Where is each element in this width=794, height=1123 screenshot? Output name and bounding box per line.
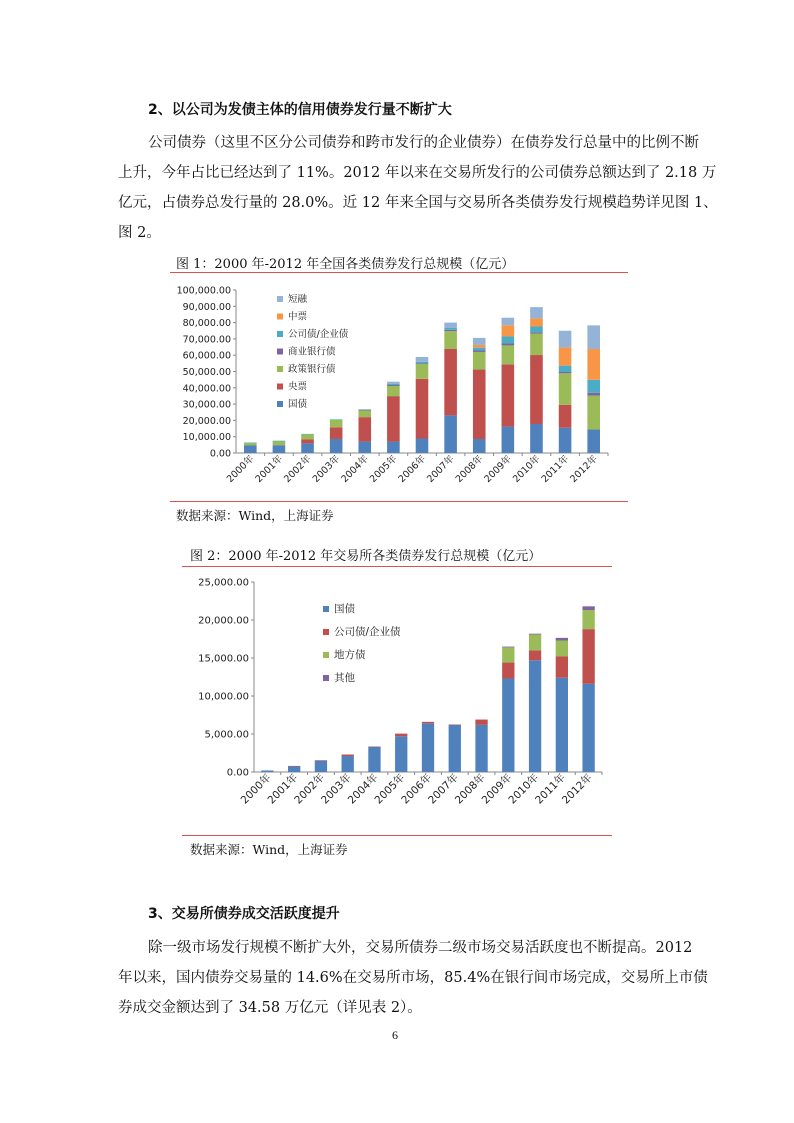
bar-segment [587,393,600,396]
bar-segment [530,334,543,356]
bar-segment [530,327,543,333]
bar-segment [502,336,515,343]
legend-label: 政策银行债 [288,364,336,375]
bar-segment [449,725,461,726]
bar-segment [449,725,461,772]
bar-segment [587,380,600,393]
bar-segment [288,766,300,767]
x-tick-label: 2004年 [345,771,381,807]
x-tick-label: 2008年 [452,771,488,807]
bar-segment [416,363,429,364]
bar-segment [368,747,380,772]
bar-segment [444,323,457,328]
x-tick-label: 2012年 [568,453,600,485]
source-rule [182,835,612,836]
section-heading: 2、以公司为发债主体的信用债券发行量不断扩大 [148,102,452,118]
paragraph-line: 上升，今年占比已经达到了 11%。2012 年以来在交易所发行的公司债券总额达到了 2.18 万 [118,165,717,181]
bar-segment [301,439,314,443]
bar-segment [582,610,594,629]
bar-segment [582,606,594,610]
bar-segment [559,331,572,348]
figure-caption: 图 1：2000 年-2012 年全国各类债券发行总规模（亿元） [176,257,515,272]
bar-segment [387,396,400,441]
legend-label: 地方债 [334,649,366,661]
paragraph-line: 券成交金额达到了 34.58 万亿元（详见表 2）。 [118,1000,422,1016]
bar-segment [273,445,286,453]
bar-segment [502,364,515,426]
source-rule [170,501,628,502]
bar-segment [556,641,568,657]
figure-source: 数据来源：Wind，上海证券 [190,842,348,857]
bar-segment [315,761,327,772]
paragraph-line: 年以来，国内债券交易量的 14.6%在交易所市场，85.4%在银行间市场完成，交易所上市债 [118,970,708,986]
x-tick-label: 2009年 [479,771,515,807]
x-tick-label: 2010年 [510,453,543,485]
y-tick-label: 40,000.00 [182,383,231,395]
bar-segment [530,355,543,424]
bar-segment [502,647,514,662]
bar-segment [273,441,286,442]
bar-segment [261,770,273,772]
bar-segment [475,720,487,725]
bar-segment [529,634,541,635]
x-tick-label: 2006年 [396,453,429,485]
bar-segment [358,409,371,410]
y-tick-label: 80,000.00 [182,318,231,330]
bar-segment [587,349,600,380]
bar-segment [502,427,515,453]
bar-segment [387,382,400,384]
bar-segment [330,439,343,453]
bar-segment [358,410,371,411]
bar-segment [330,420,343,427]
bar-segment [444,328,457,330]
paragraph [118,158,718,248]
bar-segment [358,442,371,453]
x-tick-label: 2000年 [238,771,274,807]
paragraph-line: 公司债券（这里不区分公司债券和跨市发行的企业债券）在债券发行总量中的比例不断 [148,135,699,151]
bar-segment [473,352,486,370]
paragraph [118,963,708,1023]
x-tick-label: 2000年 [224,453,257,485]
bar-segment [473,345,486,348]
y-tick-label: 70,000.00 [182,334,231,346]
bar-segment [582,629,594,684]
bar-segment [422,723,434,772]
legend-swatch [323,629,329,635]
bar-segment [244,443,257,444]
chart-2 [182,570,612,832]
y-tick-label: 50,000.00 [182,367,231,378]
bar-segment [587,396,600,430]
legend-swatch [277,349,283,355]
y-tick-label: 20,000.00 [182,415,231,427]
x-tick-label: 2001年 [253,453,286,485]
bar-segment [473,348,486,351]
legend-swatch [277,331,283,337]
bar-segment [530,318,543,326]
bar-segment [330,427,343,439]
x-tick-label: 2004年 [339,453,371,485]
bar-segment [530,332,543,333]
bar-segment [416,362,429,364]
bar-segment [559,373,572,404]
bar-segment [502,343,515,345]
y-tick-label: 0.00 [209,448,231,460]
bar-segment [416,364,429,379]
x-tick-label: 2005年 [372,771,408,807]
y-tick-label: 15,000.00 [198,653,249,665]
legend-swatch [277,401,283,407]
x-tick-label: 2010年 [506,771,542,807]
legend-label: 国债 [334,603,355,615]
legend-label: 中票 [288,311,308,323]
caption-rule [170,272,628,273]
bar-segment [342,755,354,757]
bar-segment [587,430,600,453]
legend-label: 商业银行债 [288,346,336,358]
bar-segment [444,330,457,331]
y-tick-label: 60,000.00 [182,350,231,362]
y-tick-label: 90,000.00 [182,301,231,313]
x-tick-label: 2008年 [453,453,486,485]
bar-segment [301,434,314,439]
bar-segment [502,345,515,364]
bar-segment [330,419,343,420]
x-tick-label: 2003年 [310,453,343,485]
legend-label: 央票 [288,381,308,393]
y-tick-label: 20,000.00 [198,615,249,627]
bar-segment [587,325,600,349]
paragraph-line: 除一级市场发行规模不断扩大外，交易所债券二级市场交易活跃度也不断提高。2012 [148,940,693,956]
bar-segment [342,756,354,772]
bar-segment [556,678,568,772]
bar-segment [358,410,371,417]
bar-segment [473,370,486,439]
bar-segment [529,634,541,650]
legend-swatch [277,314,283,320]
bar-segment [559,366,572,372]
paragraph [148,128,699,158]
bar-segment [444,349,457,415]
bar-segment [387,384,400,385]
x-tick-label: 2007年 [425,453,457,485]
x-tick-label: 2007年 [426,771,461,807]
bar-segment [387,385,400,386]
bar-segment [387,386,400,396]
bar-segment [529,660,541,772]
legend-swatch [277,366,283,372]
x-tick-label: 2011年 [539,453,572,485]
y-tick-label: 5,000.00 [204,729,249,741]
y-tick-label: 0.00 [226,767,249,779]
x-tick-label: 2012年 [559,771,595,807]
page-number: 6 [392,1028,398,1042]
bar-segment [529,650,541,660]
x-tick-label: 2002年 [292,771,328,807]
bar-segment [395,734,407,737]
legend-label: 公司债/企业债 [288,329,349,340]
bar-segment [416,379,429,439]
y-tick-label: 100,000.00 [176,285,231,297]
bar-segment [502,679,514,772]
y-tick-label: 30,000.00 [182,399,231,411]
y-tick-label: 10,000.00 [182,432,231,444]
caption-rule [182,566,612,567]
y-tick-label: 25,000.00 [198,577,249,589]
x-tick-label: 2003年 [318,771,354,807]
bar-segment [559,405,572,428]
bar-segment [301,434,314,435]
legend-label: 其他 [334,672,355,684]
figure-source: 数据来源：Wind，上海证券 [176,508,334,523]
bar-segment [368,747,380,748]
bar-segment [473,350,486,351]
bar-segment [422,722,434,724]
bar-segment [444,331,457,349]
bar-segment [502,647,514,648]
legend-label: 公司债/企业债 [334,626,401,638]
bar-segment [244,446,257,453]
legend-swatch [277,384,283,390]
bar-segment [358,417,371,441]
bar-segment [416,438,429,453]
bar-segment [582,684,594,772]
chart-1 [170,276,628,498]
paragraph-line: 亿元，占债券总发行量的 28.0%。近 12 年来全国与交易所各类债券发行规模趋势详见图 1、 [118,195,718,211]
bar-segment [559,428,572,453]
bar-segment [502,663,514,679]
x-tick-label: 2001年 [265,771,301,807]
x-tick-label: 2006年 [399,771,435,807]
x-tick-label: 2002年 [282,453,314,485]
bar-segment [301,443,314,453]
legend-swatch [323,652,329,658]
section-heading: 3、交易所债券成交活跃度提升 [148,906,340,922]
bar-segment [502,318,515,325]
bar-segment [387,442,400,453]
paragraph [148,933,692,963]
bar-segment [559,372,572,373]
bar-segment [288,766,300,772]
bar-segment [416,357,429,362]
legend-label: 短融 [288,294,308,305]
bar-segment [556,638,568,641]
bar-segment [315,760,327,761]
bar-segment [473,338,486,345]
bar-segment [556,656,568,677]
bar-segment [559,347,572,365]
legend-swatch [323,675,329,681]
y-tick-label: 10,000.00 [198,691,249,703]
figure-caption: 图 2：2000 年-2012 年交易所各类债券发行总规模（亿元） [190,549,542,564]
bar-segment [273,441,286,445]
bar-segment [473,439,486,453]
bar-segment [530,424,543,453]
legend-label: 国债 [288,399,308,410]
bar-segment [244,443,257,446]
bar-segment [502,325,515,336]
legend-swatch [323,606,329,612]
bar-segment [530,307,543,318]
x-tick-label: 2005年 [367,453,400,485]
legend-swatch [277,296,283,302]
bar-segment [395,736,407,772]
bar-segment [444,415,457,453]
x-tick-label: 2011年 [533,771,568,807]
x-tick-label: 2009年 [482,453,514,485]
paragraph-line: 图 2。 [118,225,161,241]
bar-segment [475,725,487,772]
